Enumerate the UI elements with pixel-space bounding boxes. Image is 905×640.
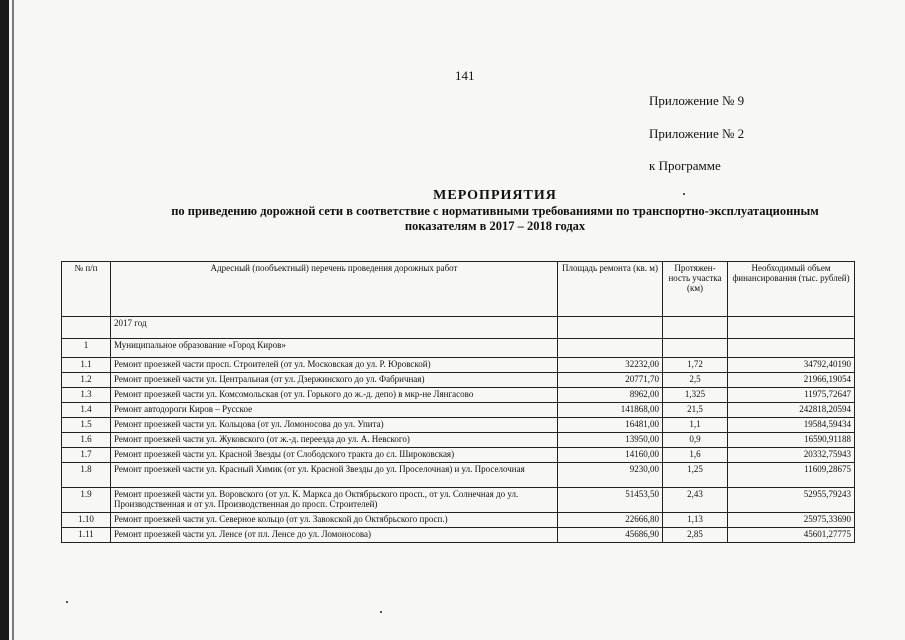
row-cost: 34792,40190 <box>728 358 855 373</box>
row-num: 1.11 <box>62 528 111 543</box>
attachment-label-3: к Программе <box>649 158 721 173</box>
page-number: 141 <box>455 68 475 83</box>
row-cost: 19584,59434 <box>728 418 855 433</box>
row-num: 1.9 <box>62 488 111 513</box>
attachment-label-1: Приложение № 9 <box>649 93 745 108</box>
row-cost: 25975,33690 <box>728 513 855 528</box>
row-num: 1.7 <box>62 448 111 463</box>
row-area: 45686,90 <box>558 528 663 543</box>
scan-speck <box>66 601 68 603</box>
document-title-block <box>60 188 905 234</box>
header-num: № п/п <box>62 262 111 317</box>
year-cost-cell <box>728 317 855 339</box>
row-cost: 45601,27775 <box>728 528 855 543</box>
row-cost: 52955,79243 <box>728 488 855 513</box>
row-length: 1,1 <box>663 418 728 433</box>
row-length: 1,25 <box>663 463 728 488</box>
row-length: 1,325 <box>663 388 728 403</box>
municipality-length-cell <box>663 339 728 358</box>
row-description: Ремонт проезжей части ул. Северное кольцо (от ул. Завокской до Октябрьского просп.) <box>111 513 558 528</box>
row-length: 1,72 <box>663 358 728 373</box>
table-row <box>62 513 855 528</box>
row-num: 1.5 <box>62 418 111 433</box>
row-cost: 242818,20594 <box>728 403 855 418</box>
row-cost: 11975,72647 <box>728 388 855 403</box>
row-description: Ремонт проезжей части ул. Ленсе (от пл. Ленсе до ул. Ломоносова) <box>111 528 558 543</box>
table-row <box>62 358 855 373</box>
header-area: Площадь ремонта (кв. м) <box>558 262 663 317</box>
row-description: Ремонт автодороги Киров – Русское <box>111 403 558 418</box>
row-num: 1.10 <box>62 513 111 528</box>
row-area: 8962,00 <box>558 388 663 403</box>
header-address: Адресный (пообъектный) перечень проведения дорожных работ <box>111 262 558 317</box>
municipality-num: 1 <box>62 339 111 358</box>
row-description: Ремонт проезжей части ул. Красной Звезды (от Слободского тракта до сл. Широковская) <box>111 448 558 463</box>
table-header-row <box>62 262 855 317</box>
row-area: 9230,00 <box>558 463 663 488</box>
municipality-row <box>62 339 855 358</box>
row-area: 16481,00 <box>558 418 663 433</box>
table-row <box>62 528 855 543</box>
table-row <box>62 418 855 433</box>
row-num: 1.1 <box>62 358 111 373</box>
row-length: 2,85 <box>663 528 728 543</box>
row-cost: 20332,75943 <box>728 448 855 463</box>
row-description: Ремонт проезжей части ул. Комсомольская (от ул. Горького до ж.-д. депо) в мкр-не Лянгасово <box>111 388 558 403</box>
table-row <box>62 373 855 388</box>
table-row <box>62 433 855 448</box>
row-description: Ремонт проезжей части ул. Кольцова (от ул. Ломоносова до ул. Упита) <box>111 418 558 433</box>
row-num: 1.2 <box>62 373 111 388</box>
header-cost: Необходимый объем финансирования (тыс. рублей) <box>728 262 855 317</box>
municipality-name: Муниципальное образование «Город Киров» <box>111 339 558 358</box>
document-subtitle-line-2: показателям в 2017 – 2018 годах <box>404 219 586 233</box>
row-num: 1.4 <box>62 403 111 418</box>
measures-table <box>61 261 855 543</box>
row-cost: 16590,91188 <box>728 433 855 448</box>
scan-speck <box>380 611 382 613</box>
year-label: 2017 год <box>111 317 558 339</box>
table-row <box>62 448 855 463</box>
document-title: МЕРОПРИЯТИЯ <box>433 188 557 203</box>
row-length: 1,6 <box>663 448 728 463</box>
table-row <box>62 463 855 488</box>
year-num-cell <box>62 317 111 339</box>
table-row <box>62 488 855 513</box>
row-num: 1.8 <box>62 463 111 488</box>
header-length: Протяжен-ность участка (км) <box>663 262 728 317</box>
row-num: 1.6 <box>62 433 111 448</box>
row-length: 21,5 <box>663 403 728 418</box>
year-area-cell <box>558 317 663 339</box>
municipality-cost-cell <box>728 339 855 358</box>
row-description: Ремонт проезжей части просп. Строителей (от ул. Московская до ул. Р. Юровской) <box>111 358 558 373</box>
row-area: 14160,00 <box>558 448 663 463</box>
row-area: 20771,70 <box>558 373 663 388</box>
row-length: 0,9 <box>663 433 728 448</box>
municipality-area-cell <box>558 339 663 358</box>
year-length-cell <box>663 317 728 339</box>
year-row <box>62 317 855 339</box>
row-description: Ремонт проезжей части ул. Центральная (от ул. Дзержинского до ул. Фабричная) <box>111 373 558 388</box>
table-row <box>62 388 855 403</box>
row-description: Ремонт проезжей части ул. Воровского (от ул. К. Маркса до Октябрьского просп., от ул. Солнечная до ул. Производственная и от ул. Производственная до просп. Строителей) <box>111 488 558 513</box>
row-length: 1,13 <box>663 513 728 528</box>
scan-speck <box>683 193 685 195</box>
row-description: Ремонт проезжей части ул. Красный Химик (от ул. Красной Звезды до ул. Проселочная) и ул. Проселочная <box>111 463 558 488</box>
row-area: 22666,80 <box>558 513 663 528</box>
row-area: 141868,00 <box>558 403 663 418</box>
document-subtitle-line-1: по приведению дорожной сети в соответствие с нормативными требованиями по транспортно-эксплуатационным <box>171 204 819 218</box>
row-length: 2,5 <box>663 373 728 388</box>
scan-dark-edge <box>0 0 9 640</box>
table-row <box>62 403 855 418</box>
scan-edge-line <box>12 0 14 640</box>
row-cost: 11609,28675 <box>728 463 855 488</box>
row-area: 51453,50 <box>558 488 663 513</box>
row-cost: 21966,19054 <box>728 373 855 388</box>
row-area: 32232,00 <box>558 358 663 373</box>
row-num: 1.3 <box>62 388 111 403</box>
row-area: 13950,00 <box>558 433 663 448</box>
attachment-label-2: Приложение № 2 <box>649 126 745 141</box>
row-description: Ремонт проезжей части ул. Жуковского (от ж.-д. переезда до ул. А. Невского) <box>111 433 558 448</box>
row-length: 2,43 <box>663 488 728 513</box>
